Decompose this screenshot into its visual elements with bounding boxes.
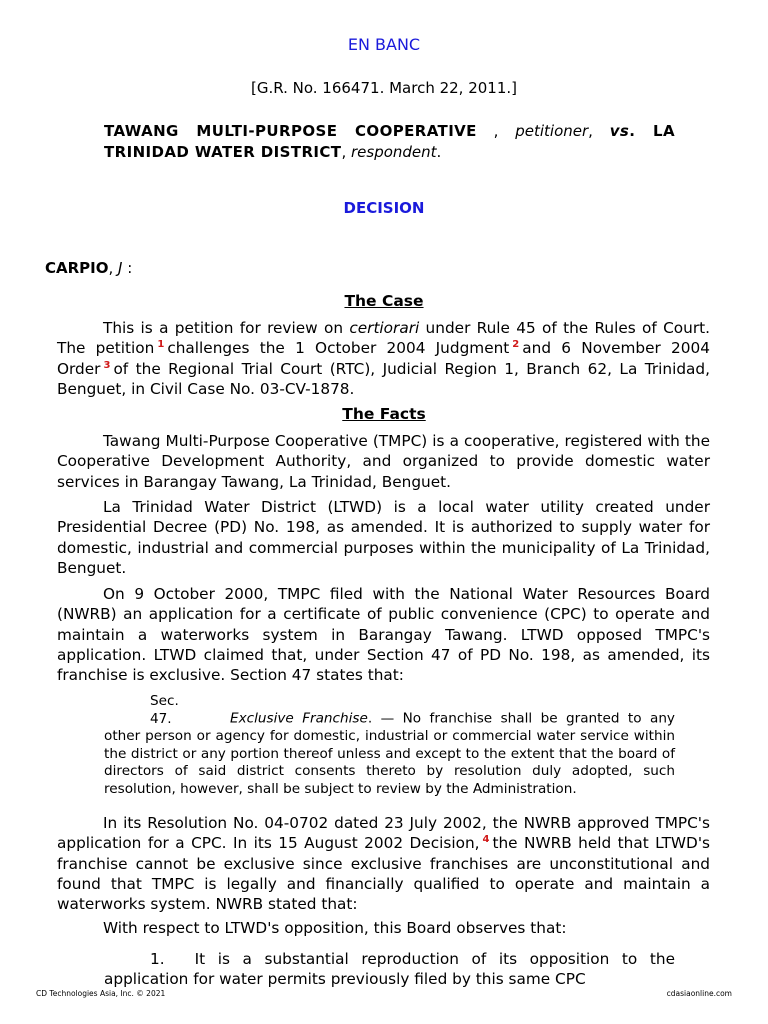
separator: . — xyxy=(367,710,403,727)
separator: . xyxy=(629,122,654,140)
text: This is a petition for review on xyxy=(103,319,350,337)
paragraph-nwrb-resolution xyxy=(57,813,710,914)
decision-heading: DECISION xyxy=(343,199,425,217)
footnote-link-3[interactable]: 3 xyxy=(103,359,111,371)
separator: , xyxy=(341,143,351,161)
block-quote-section-47 xyxy=(104,693,675,799)
text: challenges the 1 October 2004 Judgment xyxy=(167,339,510,358)
heading-the-case: The Case xyxy=(344,292,424,310)
item-number: 1. xyxy=(150,950,165,968)
text: On 9 October 2000, TMPC filed with the National Water Resources Board (NWRB) an application for a certificate of public convenience (CPC) to operate and maintain a waterworks system in Barangay Tawang. LTWD opposed TMPC's application. LTWD claimed that, under Section 47 of PD No. 198, as amended, its franchise is exclusive. Section 47 states that: xyxy=(57,585,710,685)
separator: : xyxy=(122,259,133,277)
section-title: Exclusive Franchise xyxy=(230,710,368,727)
footer-site: cdasiaonline.com xyxy=(666,989,732,998)
case-parties xyxy=(104,121,675,163)
separator: , xyxy=(588,122,610,140)
text: In its Resolution No. 04-0702 dated 23 July 2002, the NWRB approved TMPC's application for a CPC. In its 15 August 2002 Decision, xyxy=(57,814,710,853)
ponente xyxy=(45,259,132,277)
text: and 6 November 2004 Order xyxy=(57,339,710,378)
ponente-title: J xyxy=(118,259,123,277)
paragraph-opposition xyxy=(57,918,710,938)
text: No franchise shall be granted to any other person or agency for domestic, industrial or commercial water service within the district or any portion thereof unless and except to the extent that the board of directors of said district consents thereto by resolution duly adopted, such resolution, however, shall be subject to review by the Administration. xyxy=(104,710,675,797)
text: of the Regional Trial Court (RTC), Judicial Region 1, Branch 62, La Trinidad, Benguet, in Civil Case No. 03-CV-1878. xyxy=(57,359,710,398)
footer-copyright: CD Technologies Asia, Inc. © 2021 xyxy=(36,989,166,998)
heading-the-facts: The Facts xyxy=(342,405,426,423)
footnote-link-4[interactable]: 4 xyxy=(482,834,490,846)
numbered-item-1 xyxy=(104,949,675,989)
section-number: Sec. 47. xyxy=(150,693,179,727)
footnote-link-1[interactable]: 1 xyxy=(157,339,165,351)
respondent-name: LA TRINIDAD WATER DISTRICT xyxy=(104,122,675,161)
ponente-name: CARPIO xyxy=(45,259,109,277)
paragraph-case xyxy=(57,318,710,399)
footnote-link-2[interactable]: 2 xyxy=(512,339,520,351)
paragraph-ltwd xyxy=(57,497,710,578)
petitioner-name: TAWANG MULTI-PURPOSE COOPERATIVE xyxy=(104,122,477,140)
respondent-role: respondent xyxy=(350,143,437,161)
separator: . xyxy=(436,143,442,161)
text: under Rule 45 of the Rules of Court. The petition xyxy=(57,319,710,358)
text: La Trinidad Water District (LTWD) is a local water utility created under Presidential Decree (PD) No. 198, as amended. It is authorized to supply water for domestic, industrial and commercial purposes within the municipality of La Trinidad, Benguet. xyxy=(57,498,710,577)
text: Tawang Multi-Purpose Cooperative (TMPC) is a cooperative, registered with the Cooperative Development Authority, and organized to provide domestic water services in Barangay Tawang, La Trinidad, Benguet. xyxy=(57,432,710,491)
separator: , xyxy=(476,122,516,140)
text: With respect to LTWD's opposition, this Board observes that: xyxy=(103,919,567,937)
text: the NWRB held that LTWD's franchise cannot be exclusive since exclusive franchises are unconstitutional and found that TMPC is legally and financially qualified to operate and maintain a waterworks system. NWRB stated that: xyxy=(57,834,710,914)
text-italic: certiorari xyxy=(349,319,420,337)
case-citation: [G.R. No. 166471. March 22, 2011.] xyxy=(250,79,518,97)
versus: vs xyxy=(609,122,630,140)
petitioner-role: petitioner xyxy=(515,122,589,140)
court-division: EN BANC xyxy=(347,35,421,54)
text: It is a substantial reproduction of its opposition to the application for water permits previously filed by this same CPC xyxy=(104,950,675,988)
separator: , xyxy=(108,259,119,277)
paragraph-tmpc xyxy=(57,431,710,492)
paragraph-application xyxy=(57,584,710,685)
